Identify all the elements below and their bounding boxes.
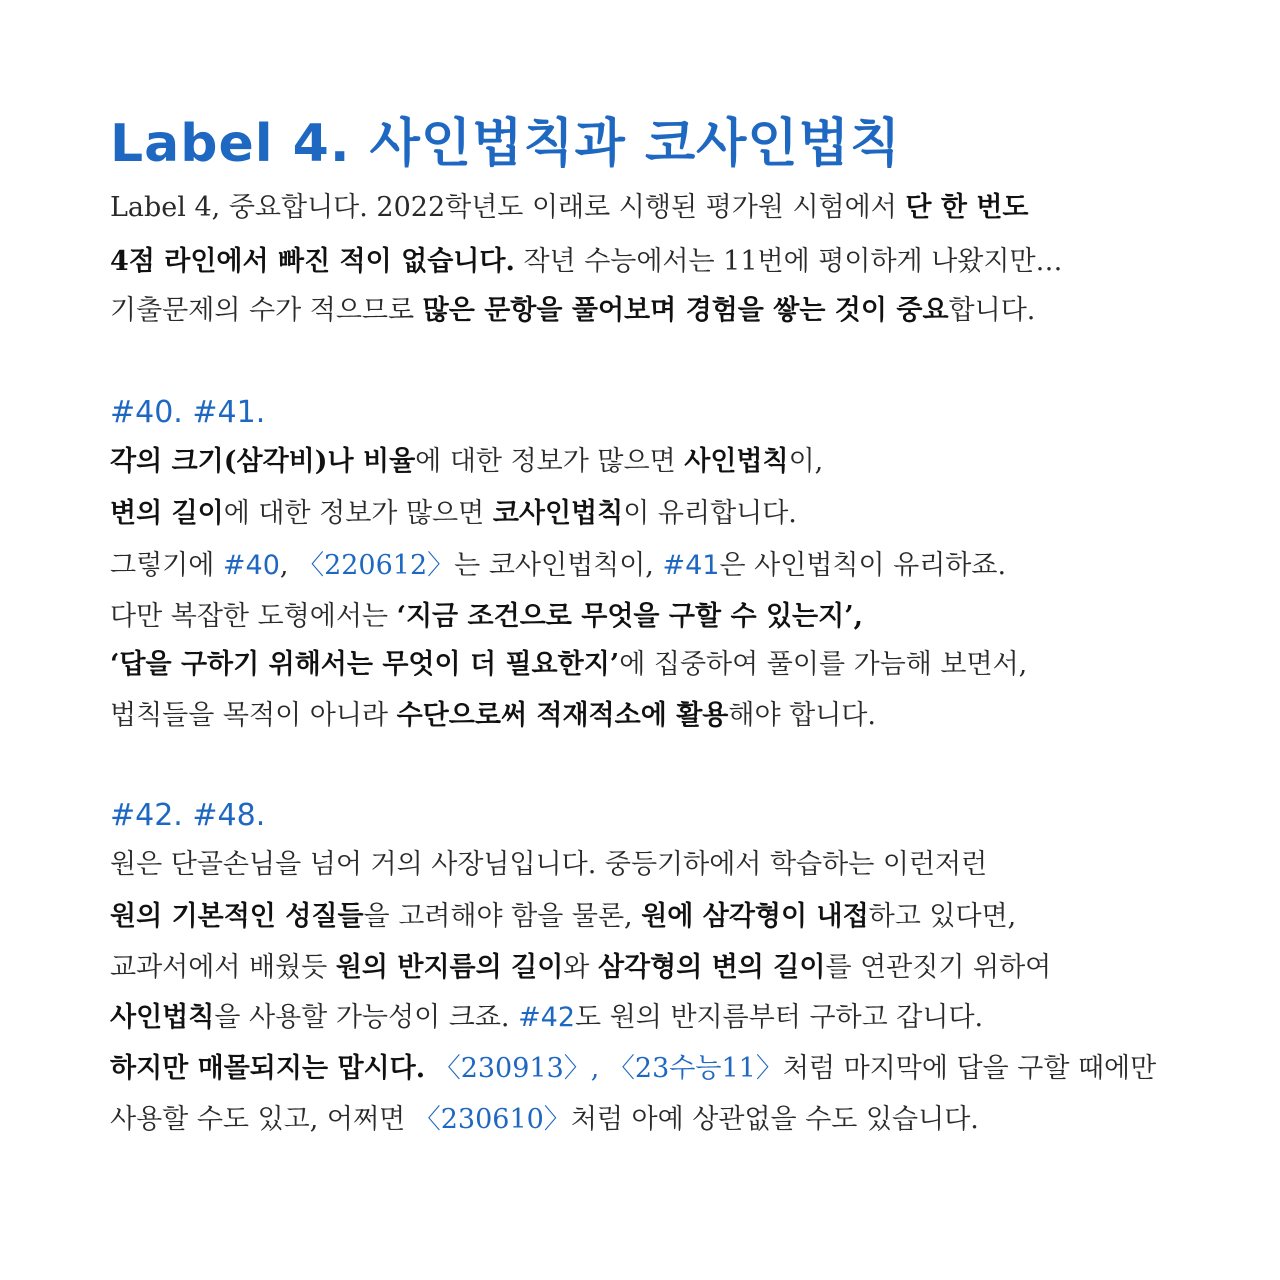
- section2-line-1: [110, 845, 987, 885]
- text-segment: 그렇기에: [110, 550, 223, 581]
- section1-line-5: [110, 645, 1027, 685]
- intro-line-1: [110, 188, 1029, 228]
- problem-reference: #41: [662, 550, 720, 581]
- emphasis-text: 원에 삼각형이 내접: [641, 901, 869, 932]
- emphasis-text: 사인법칙: [684, 446, 789, 477]
- text-segment: 에 집중하여 풀이를 가늠해 보면서,: [619, 649, 1028, 680]
- section2-line-5: [110, 1049, 1156, 1089]
- section2-line-4: [110, 998, 983, 1038]
- text-segment: 도 원의 반지름부터 구하고 갑니다.: [575, 1002, 984, 1033]
- text-segment: 은 사인법칙이 유리하죠.: [719, 550, 1007, 581]
- section2-line-3: [110, 948, 1051, 988]
- section1-line-6: [110, 696, 876, 736]
- emphasis-text: ‘지금 조건으로 무엇을 구할 수 있는지’,: [396, 601, 864, 632]
- section-heading-42-48: #42. #48.: [110, 798, 266, 833]
- section1-line-1: [110, 442, 823, 482]
- text-segment: [425, 1053, 434, 1084]
- text-segment: Label 4, 중요합니다. 2022학년도 이래로 시행된 평가원 시험에서: [110, 192, 906, 223]
- emphasis-text: 삼각형의 변의 길이: [597, 952, 826, 983]
- emphasis-text: 원의 반지름의 길이: [335, 952, 564, 983]
- problem-reference: #42: [518, 1002, 576, 1033]
- emphasis-text: ‘답을 구하기 위해서는 무엇이 더 필요한지’: [110, 649, 620, 680]
- text-segment: 처럼 마지막에 답을 구할 때에만: [782, 1053, 1157, 1084]
- problem-reference: #40: [222, 550, 280, 581]
- text-segment: 를 연관짓기 위하여: [825, 952, 1052, 983]
- text-segment: 이,: [788, 446, 824, 477]
- emphasis-text: 수단으로써 적재적소에 활용: [396, 700, 729, 731]
- emphasis-text: 하지만 매몰되지는 맙시다.: [110, 1053, 426, 1084]
- text-segment: 기출문제의 수가 적으므로: [110, 295, 423, 326]
- section1-line-3: [110, 546, 1006, 586]
- section-heading-40-41: #40. #41.: [110, 395, 266, 430]
- emphasis-text: 사인법칙: [110, 1002, 215, 1033]
- emphasis-text: 4점 라인에서 빠진 적이 없습니다.: [110, 246, 515, 277]
- text-segment: 사용할 수도 있고, 어쩌면: [110, 1104, 414, 1135]
- emphasis-text: 단 한 번도: [905, 192, 1029, 223]
- text-segment: 에 대한 정보가 많으면: [223, 498, 493, 529]
- emphasis-text: 각의 크기(삼각비)나 비율: [110, 446, 416, 477]
- intro-line-3: [110, 291, 1035, 331]
- text-segment: 는 코사인법칙이,: [454, 550, 663, 581]
- text-segment: 에 대한 정보가 많으면: [415, 446, 685, 477]
- text-segment: 다만 복잡한 도형에서는: [110, 601, 397, 632]
- text-segment: 교과서에서 배웠듯: [110, 952, 336, 983]
- section1-line-4: [110, 597, 863, 637]
- text-segment: 법칙들을 목적이 아니라: [110, 700, 397, 731]
- emphasis-text: 원의 기본적인 성질들: [110, 901, 364, 932]
- text-segment: 이 유리합니다.: [623, 498, 797, 529]
- text-segment: 처럼 아예 상관없을 수도 있습니다.: [570, 1104, 979, 1135]
- emphasis-text: 많은 문항을 풀어보며 경험을 쌓는 것이 중요: [422, 295, 949, 326]
- section2-line-2: [110, 897, 1016, 937]
- text-segment: 원은 단골손님을 넘어 거의 사장님입니다. 중등기하에서 학습하는 이런저런: [110, 849, 988, 880]
- text-segment: ,: [279, 550, 298, 581]
- section2-line-6: [110, 1100, 979, 1140]
- text-segment: 을 고려해야 함을 물론,: [363, 901, 642, 932]
- intro-line-2: [110, 242, 1063, 282]
- problem-reference: 〈230913〉, 〈23수능11〉: [433, 1053, 783, 1084]
- text-segment: 작년 수능에서는 11번에 평이하게 나왔지만…: [514, 246, 1063, 277]
- emphasis-text: 변의 길이: [110, 498, 224, 529]
- text-segment: 와: [563, 952, 598, 983]
- section1-line-2: [110, 494, 797, 534]
- page-title: Label 4. 사인법칙과 코사인법칙: [110, 114, 902, 174]
- text-segment: 을 사용할 가능성이 크죠.: [214, 1002, 519, 1033]
- emphasis-text: 코사인법칙: [492, 498, 624, 529]
- text-segment: 하고 있다면,: [868, 901, 1017, 932]
- problem-reference: 〈220612〉: [297, 550, 455, 581]
- text-segment: 해야 합니다.: [728, 700, 876, 731]
- text-segment: 합니다.: [948, 295, 1036, 326]
- problem-reference: 〈230610〉: [413, 1104, 571, 1135]
